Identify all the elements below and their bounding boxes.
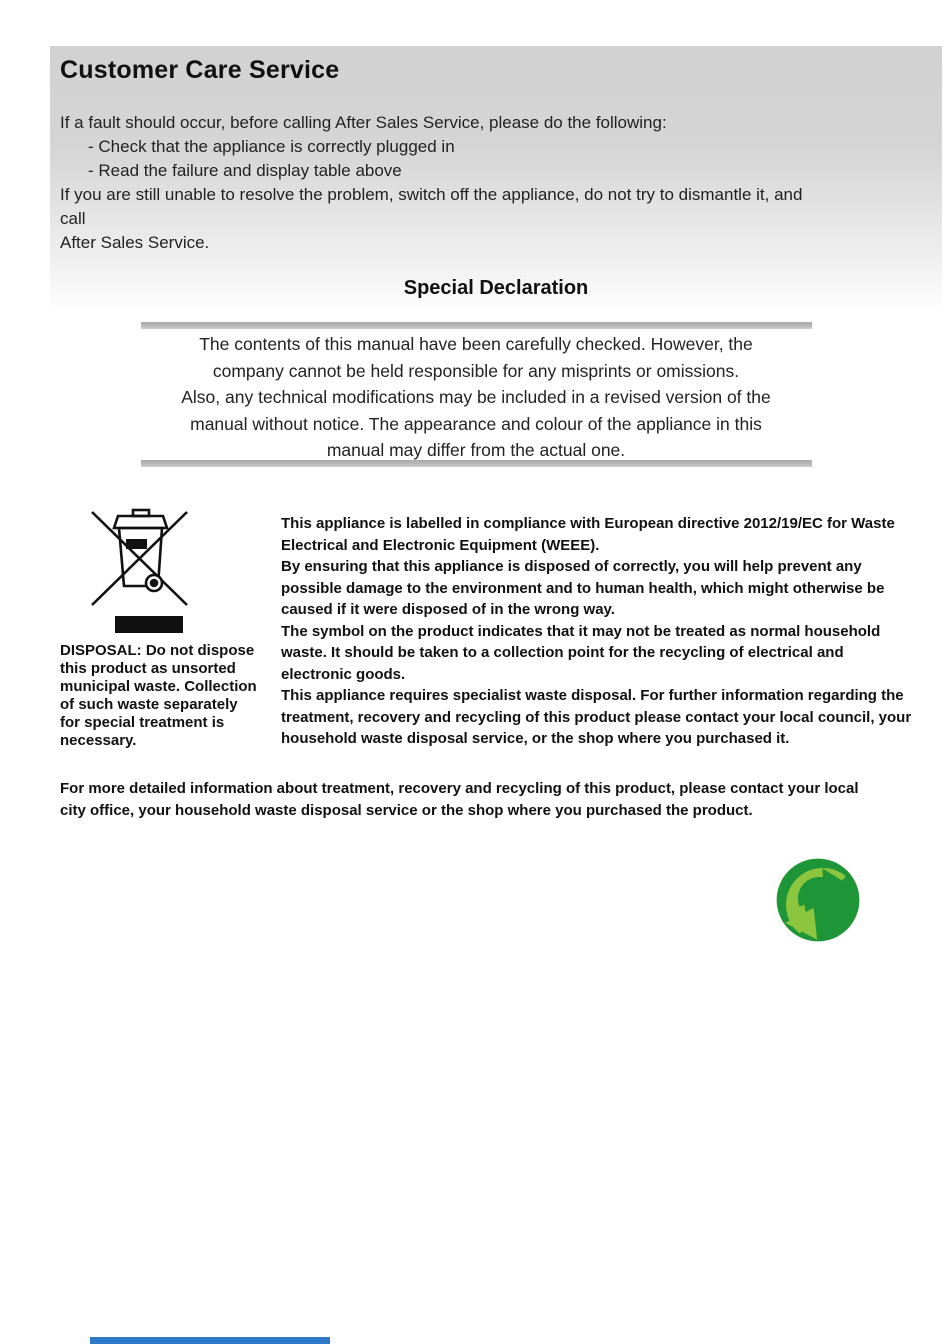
weee-bin-icon — [88, 506, 192, 614]
footer-line: For more detailed information about treatment, recovery and recycling of this product, please contact your local — [60, 780, 859, 797]
next-page-edge — [90, 1337, 330, 1344]
declaration-line: manual may differ from the actual one. — [326, 440, 626, 460]
outro-line: If you are still unable to resolve the problem, switch off the appliance, do not try to dismantle it, and — [60, 185, 803, 204]
check-item: - Check that the appliance is correctly plugged in — [88, 137, 455, 156]
green-dot-icon — [774, 856, 862, 944]
divider-bottom — [141, 460, 812, 467]
special-declaration-title: Special Declaration — [403, 277, 589, 299]
intro-line: If a fault should occur, before calling After Sales Service, please do the following: — [60, 113, 667, 132]
outro-line: call — [60, 209, 86, 228]
page-title: Customer Care Service — [60, 56, 340, 84]
customer-care-body — [60, 111, 920, 255]
outro-line: After Sales Service. — [60, 233, 210, 252]
declaration-line: manual without notice. The appearance and colour of the appliance in this — [190, 413, 762, 434]
declaration-line: The contents of this manual have been carefully checked. However, the — [199, 334, 753, 354]
declaration-line: Also, any technical modifications may be included in a revised version of the — [181, 387, 771, 407]
weee-paragraph: This appliance requires specialist waste disposal. For further information regarding the treatment, recovery and recycling of this product please contact your local council, your household waste disposal service, or the shop where you purchased it. — [281, 687, 912, 747]
weee-black-bar — [115, 616, 183, 633]
special-declaration-text — [120, 331, 832, 464]
divider-top — [141, 322, 812, 329]
footer-line: city office, your household waste disposal service or the shop where you purchased the product. — [60, 801, 753, 819]
footer-note — [60, 778, 940, 821]
weee-paragraphs — [281, 513, 913, 750]
disposal-note: DISPOSAL: Do not dispose this product as unsorted municipal waste. Collection of such waste separately for special treatment is necessary. — [60, 642, 257, 749]
declaration-line: company cannot be held responsible for any misprints or omissions. — [212, 360, 740, 381]
weee-paragraph: This appliance is labelled in compliance with European directive 2012/19/EC for Waste Electrical and Electronic Equipment (WEEE). — [281, 515, 895, 554]
weee-paragraph: By ensuring that this appliance is disposed of correctly, you will help prevent any possible damage to the environment and to human health, which might otherwise be caused if it were disposed of in the wrong way. — [281, 558, 885, 618]
check-item: - Read the failure and display table above — [88, 161, 402, 180]
weee-paragraph: The symbol on the product indicates that it may not be treated as normal household waste. It should be taken to a collection point for the recycling of electrical and electronic goods. — [281, 622, 881, 683]
